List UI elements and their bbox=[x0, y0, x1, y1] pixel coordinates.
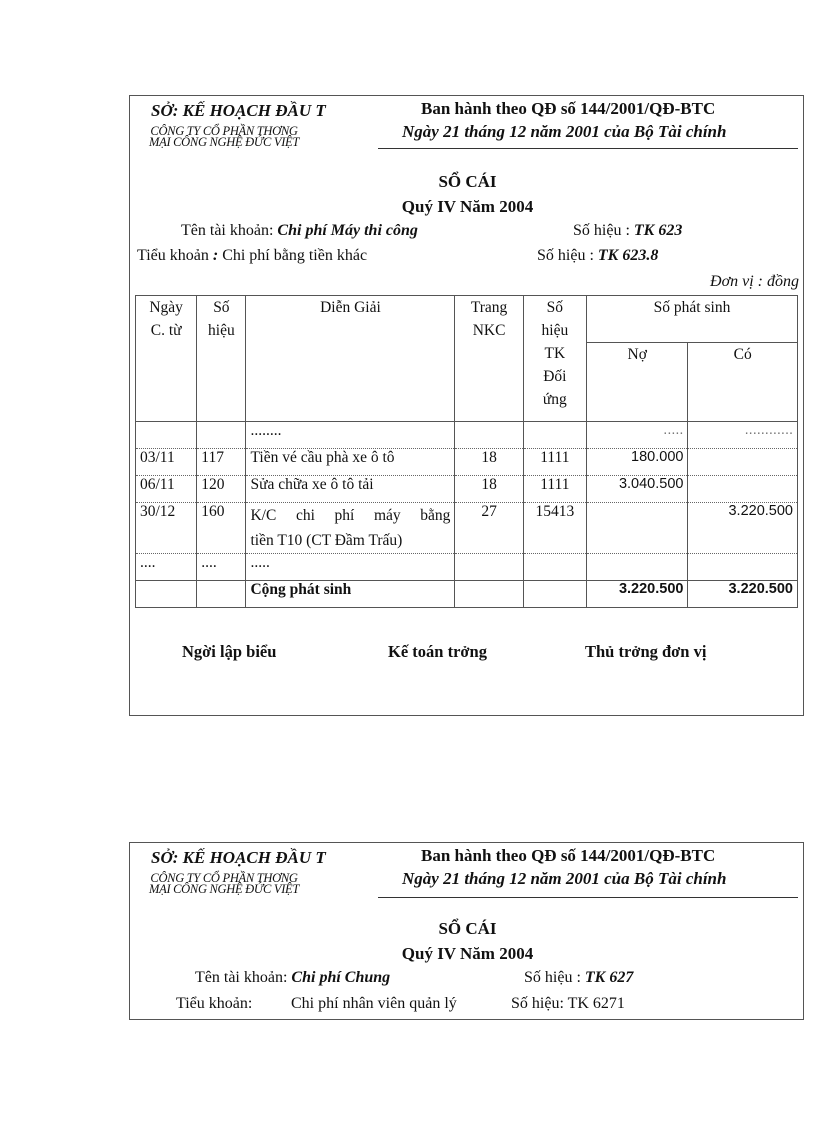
col-contra-account-header: Số hiệu TK Đối ứng bbox=[523, 296, 586, 422]
table-row: 30/12 160 K/C chi phí máy bằng tiền T10 (CT Đầm Trấu) 27 15413 3.220.500 bbox=[136, 503, 798, 554]
ledger-period: Quý IV Năm 2004 bbox=[401, 944, 534, 963]
col-credit-header: Có bbox=[688, 343, 798, 422]
total-label: Cộng phát sinh bbox=[246, 581, 455, 608]
table-row: 06/11 120 Sửa chữa xe ô tô tải 18 1111 3.040.500 bbox=[136, 476, 798, 503]
account-code-line: Số hiệu : TK 627 bbox=[524, 969, 634, 986]
account-name: Chi phí Máy thi công bbox=[277, 222, 418, 239]
ledger-period: Quý IV Năm 2004 bbox=[401, 197, 534, 216]
ledger-title: SỔ CÁI bbox=[438, 172, 497, 191]
header-rule bbox=[378, 148, 798, 149]
table-row: .... .... ..... bbox=[136, 554, 798, 581]
sub-account-name: Chi phí bằng tiền khác bbox=[222, 247, 368, 264]
sub-account-name: Chi phí nhân viên quản lý bbox=[291, 995, 457, 1012]
department-name: SỞ: KẾ HOẠCH ĐẦU T bbox=[151, 101, 326, 120]
total-row bbox=[136, 581, 798, 608]
col-arising-header: Số phát sinh bbox=[587, 296, 798, 343]
decree-reference: Ban hành theo QĐ số 144/2001/QĐ-BTC bbox=[421, 99, 716, 118]
decree-reference: Ban hành theo QĐ số 144/2001/QĐ-BTC bbox=[421, 846, 716, 865]
currency-unit: Đơn vị : đồng bbox=[710, 273, 799, 290]
table-row: ........ ..... ............ bbox=[136, 422, 798, 449]
col-date-header: Ngày C. từ bbox=[136, 296, 197, 422]
table-header-row bbox=[136, 296, 798, 343]
account-name: Chi phí Chung bbox=[291, 969, 391, 986]
total-credit: 3.220.500 bbox=[688, 581, 798, 608]
col-page-header: Trang NKC bbox=[455, 296, 523, 422]
signature-head: Thủ trởng đơn vị bbox=[585, 642, 707, 661]
ledger-page-1 bbox=[129, 95, 804, 716]
table-row: 03/11 117 Tiền vé cầu phà xe ô tô 18 1111 180.000 bbox=[136, 449, 798, 476]
account-name-line: Tên tài khoản: Chi phí Máy thi công bbox=[181, 222, 418, 239]
sub-account-code-line: Số hiệu : TK 623.8 bbox=[537, 247, 659, 264]
ledger-table bbox=[135, 295, 798, 608]
ledger-title: SỔ CÁI bbox=[438, 919, 497, 938]
sub-account-line: Tiểu khoản : Chi phí bằng tiền khác bbox=[137, 247, 368, 264]
col-description-header: Diễn Giải bbox=[246, 296, 455, 422]
total-debit: 3.220.500 bbox=[587, 581, 688, 608]
company-name: CÔNG TY CỔ PHẦN THƠNG MẠI CÔNG NGHỆ ĐỨC VIỆT bbox=[149, 871, 300, 896]
company-name: CÔNG TY CỔ PHẦN THƠNG MẠI CÔNG NGHỆ ĐỨC VIỆT bbox=[149, 124, 300, 149]
decree-date: Ngày 21 tháng 12 năm 2001 của Bộ Tài chính bbox=[402, 122, 727, 141]
account-name-line: Tên tài khoản: Chi phí Chung bbox=[195, 969, 391, 986]
sub-account-code: Số hiệu: TK 6271 bbox=[511, 995, 625, 1012]
account-code: TK 623 bbox=[633, 222, 683, 239]
decree-date: Ngày 21 tháng 12 năm 2001 của Bộ Tài chính bbox=[402, 869, 727, 888]
signature-preparer: Ngời lập biểu bbox=[182, 642, 277, 661]
department-name: SỞ: KẾ HOẠCH ĐẦU T bbox=[151, 848, 326, 867]
account-code: TK 627 bbox=[584, 969, 634, 986]
sub-account-label: Tiểu khoản: bbox=[176, 995, 253, 1012]
sub-account-code: TK 623.8 bbox=[597, 247, 659, 264]
header-rule bbox=[378, 897, 798, 898]
signature-accountant: Kế toán trởng bbox=[388, 642, 487, 661]
ledger-page-2 bbox=[129, 842, 804, 1020]
col-debit-header: Nợ bbox=[587, 343, 688, 422]
account-code-line: Số hiệu : TK 623 bbox=[573, 222, 683, 239]
col-number-header: Số hiệu bbox=[197, 296, 246, 422]
